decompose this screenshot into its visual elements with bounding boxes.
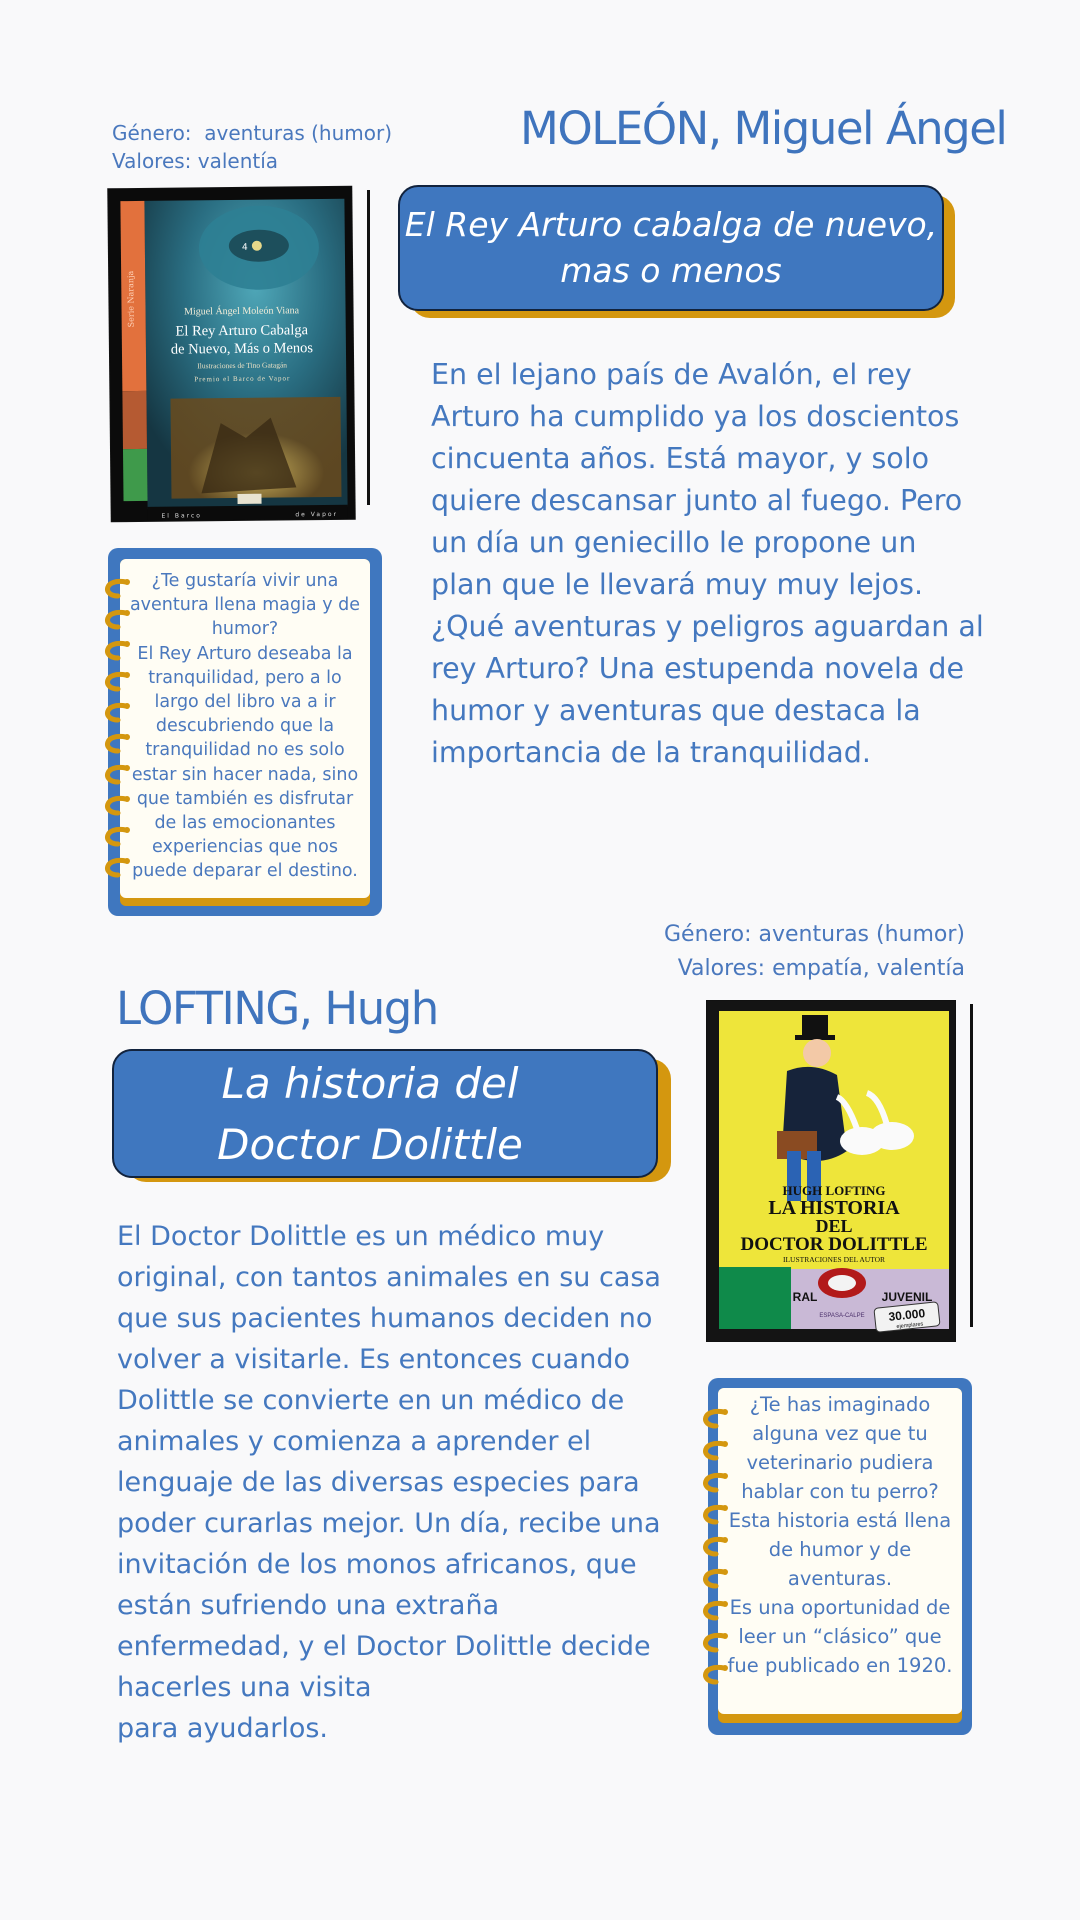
book2-cover-collection-right: JUVENIL — [881, 1290, 933, 1304]
book2-cover-illustrations: ILUSTRACIONES DEL AUTOR — [782, 1255, 886, 1264]
book2-cover-art — [707, 1001, 955, 1341]
book1-note — [120, 559, 370, 898]
ring-icon — [706, 1539, 724, 1554]
book2-title-card — [112, 1049, 677, 1184]
book2-title-box — [112, 1049, 658, 1178]
book2-cover-title-2: DEL — [815, 1216, 853, 1236]
book1-cover — [108, 187, 354, 522]
book2-cover — [707, 1001, 955, 1341]
book2-cover-title-1: LA HISTORIA — [768, 1197, 900, 1219]
book1-synopsis: En el lejano país de Avalón, el rey Arturo ha cumplido ya los doscientos cincuenta años. Está mayor, y solo quiere descansar junto al fuego. Pero un día un geniecillo le propone un plan que le llevará muy muy lejos. ¿Qué aventuras y peligros aguardan al rey Arturo? Una estupenda novela de humor y aventuras que destaca la importancia de la tranquilidad. — [431, 358, 984, 769]
book2-synopsis: El Doctor Dolittle es un médico muy original, con tantos animales en su casa que sus pacientes humanos deciden no volver a visitarle. Es entonces cuando Dolittle se convierte en un médico de animales y comienza a aprender el lenguaje de las diversas especies para poder curarlas mejor. Un día, recibe una invitación de los monos africanos, que están sufriendo una extraña enfermedad, y el Doctor Dolittle decide hacerles una visita para ayudarlos. — [117, 1221, 661, 1744]
ring-icon — [108, 705, 126, 720]
book2-author: LOFTING, Hugh — [116, 982, 438, 1035]
book1-genre: Género: aventuras (humor) — [112, 121, 392, 145]
book2-values: Valores: empatía, valentía — [677, 956, 965, 981]
book2-cover-label — [719, 1267, 791, 1329]
book2-note-text: ¿Te has imaginado alguna vez que tu veterinario pudiera hablar con tu perro? Esta historia está llena de humor y de aventuras. Es una oportunidad de leer un “clásico” que fue publicado en 1920. — [727, 1393, 953, 1677]
book2-meta — [600, 918, 965, 986]
ring-icon — [706, 1635, 724, 1650]
book2-title-line2: Doctor Dolittle — [217, 1119, 523, 1169]
book1-cover-number: 4 — [241, 242, 248, 253]
book1-note-rings — [96, 572, 142, 892]
ring-icon — [706, 1571, 724, 1586]
ring-icon — [706, 1507, 724, 1522]
book2-note-rings — [694, 1400, 740, 1710]
book1-cover-title-1: El Rey Arturo Cabalga — [175, 322, 309, 340]
ring-icon — [108, 860, 126, 875]
book2-cover-line — [970, 1004, 973, 1327]
book2-cover-title-3: DOCTOR DOLITTLE — [740, 1234, 928, 1255]
book1-cover-line — [367, 190, 370, 505]
ring-icon — [108, 736, 126, 751]
book1-cover-bottom-right: de Vapor — [295, 510, 339, 519]
book2-cover-publisher: ESPASA-CALPE — [819, 1313, 865, 1319]
book2-cover-rabbit — [828, 1275, 856, 1291]
book2-cover-sticker-sub: ejemplares — [896, 1321, 924, 1331]
book1-meta — [112, 119, 412, 175]
book1-cover-bottom-left: El Barco — [161, 512, 202, 520]
book2-title-line1: La historia del — [221, 1058, 519, 1108]
ring-icon — [108, 767, 126, 782]
ring-icon — [108, 643, 126, 658]
ring-icon — [706, 1603, 724, 1618]
book1-cover-author: Miguel Ángel Moleón Viana — [183, 305, 300, 318]
ring-icon — [108, 581, 126, 596]
book2-cover-collection-left: RAL — [792, 1290, 818, 1304]
book1-title-card — [398, 185, 958, 320]
ring-icon — [706, 1475, 724, 1490]
book2-cover-author: HUGH LOFTING — [782, 1183, 886, 1198]
book1-cover-illustrator: Ilustraciones de Tino Gatagán — [197, 360, 288, 371]
book1-cover-logo — [237, 494, 261, 504]
book1-title-line2: mas o menos — [560, 251, 782, 290]
book1-title-line1: El Rey Arturo cabalga de nuevo, — [404, 205, 938, 244]
book1-author: MOLEÓN, Miguel Ángel — [520, 102, 1007, 155]
book2-cover-sticker-text: 30.000 — [887, 1306, 926, 1324]
ring-icon — [108, 612, 126, 627]
ring-icon — [108, 829, 126, 844]
ring-icon — [108, 674, 126, 689]
book1-cover-art — [108, 187, 354, 522]
book2-cover-hat — [802, 1015, 828, 1037]
book1-cover-title-2: de Nuevo, Más o Menos — [170, 340, 314, 358]
book1-note-text: ¿Te gustaría vivir una aventura llena magia y de humor? El Rey Arturo deseaba la tranquilidad, pero a lo largo del libro va a ir descubriendo que la tranquilidad no es solo estar sin hacer nada, sino que también es disfrutar de las emocionantes experiencias que nos puede deparar el destino. — [129, 571, 361, 882]
book1-cover-spine-text: Serie Naranja — [126, 270, 136, 328]
ring-icon — [706, 1443, 724, 1458]
book2-cover-goose — [870, 1122, 914, 1150]
book1-cover-prize: Premio el Barco de Vapor — [194, 374, 291, 384]
book2-genre: Género: aventuras (humor) — [663, 922, 965, 947]
ring-icon — [706, 1667, 724, 1682]
ring-icon — [706, 1411, 724, 1426]
book2-note — [718, 1388, 962, 1714]
book1-title-box — [398, 185, 944, 311]
book1-values: Valores: valentía — [112, 149, 279, 173]
ring-icon — [108, 798, 126, 813]
